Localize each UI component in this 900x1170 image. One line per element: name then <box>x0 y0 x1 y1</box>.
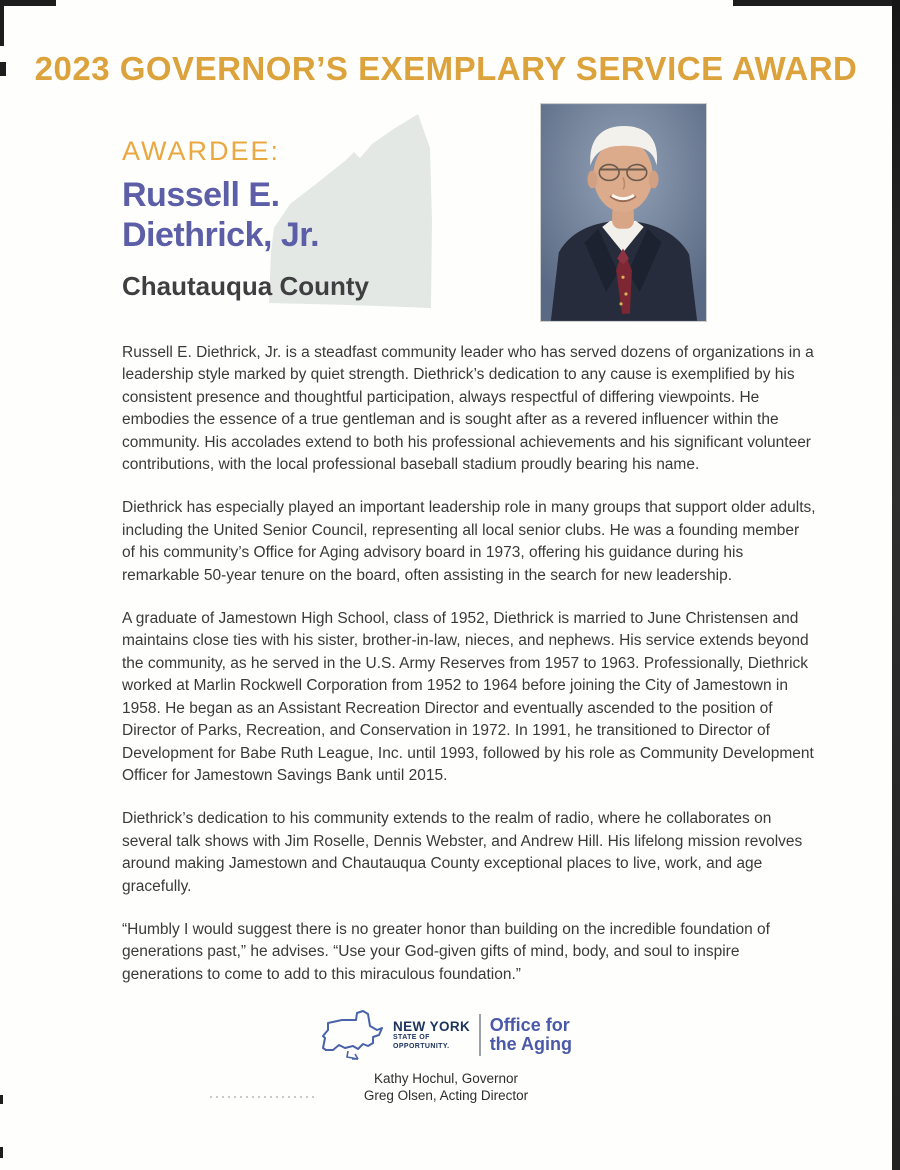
portrait-illustration <box>541 104 706 321</box>
logo-program-line1: Office for <box>489 1014 570 1035</box>
logo-program-line2: the Aging <box>489 1034 573 1054</box>
bio-paragraph-2: Diethrick has especially played an important leadership role in many groups that support older adults, including the United Senior Council, representing all local senior clubs. He was a founding member of his community’s Office for Aging advisory board in 1973, offering his guidance during his remarkable 50-year tenure on the board, often assisting in the search for new leadership. <box>122 499 816 584</box>
awardee-name-line1: Russell E. <box>122 176 280 214</box>
nysofa-logo <box>320 1008 572 1062</box>
logo-newyork-text: NEW YORK <box>392 1019 471 1034</box>
awardee-name <box>122 175 452 255</box>
scan-artifact-left-edge <box>0 4 4 46</box>
bio-paragraph-4: Diethrick’s dedication to his community extends to the realm of radio, where he collaborates on several talk shows with Jim Roselle, Dennis Webster, and Andrew Hill. His lifelong mission revolves around making Jamestown and Chautauqua County exceptional places to live, work, and age gracefully. <box>122 810 803 895</box>
scan-artifact-top-left <box>0 0 56 6</box>
governor-credit: Kathy Hochul, Governor <box>373 1071 519 1086</box>
footer <box>0 1008 892 1104</box>
bio-paragraph-1: Russell E. Diethrick, Jr. is a steadfast community leader who has served dozens of organizations in a leadership style marked by quiet strength. Diethrick’s dedication to any cause is exemplified by his consistent presence and thoughtful participation, always respectful of differing viewpoints. He embodies the essence of a true gentleman and is sought after as a revered influencer within the community. His accolades extend to both his professional achievements and his significant volunteer contributions, with the local professional baseball stadium proudly bearing his name. <box>122 344 814 474</box>
scan-artifact-right-edge <box>892 0 900 1170</box>
scan-artifact-left-edge <box>0 1147 3 1158</box>
logo-stateof-text: STATE OF <box>392 1034 430 1041</box>
director-credit: Greg Olsen, Acting Director <box>363 1088 529 1103</box>
awardee-block <box>122 136 452 302</box>
bio-paragraph-3: A graduate of Jamestown High School, class of 1952, Diethrick is married to June Christensen and maintains close ties with his sister, brother-in-law, nieces, and nephews. His service extends beyond the community, as he served in the U.S. Army Reserves from 1957 to 1963. Professionally, Diethrick worked at Marlin Rockwell Corporation from 1952 to 1964 before joining the City of Jamestown in 1958. He began as an Assistant Recreation Director and eventually ascended to the position of Director of Parks, Recreation, and Conservation in 1972. In 1991, he transitioned to Director of Development for Babe Ruth League, Inc. until 1993, followed by his role as Community Development Officer for Jamestown Savings Bank until 2015. <box>122 610 814 784</box>
awardee-portrait-photo <box>540 103 707 322</box>
biography-text <box>122 342 816 1007</box>
logo-program-name <box>490 1016 572 1055</box>
logo-divider <box>479 1014 481 1056</box>
awardee-county: Chautauqua County <box>122 271 369 301</box>
page-title: 2023 GOVERNOR’S EXEMPLARY SERVICE AWARD <box>34 50 858 87</box>
scan-artifact-top-right <box>733 0 900 6</box>
logo-wordmark <box>393 1019 470 1051</box>
bio-paragraph-5: “Humbly I would suggest there is no greater honor than building on the incredible foundation of generations past,” he advises. “Use your God-given gifts of mind, body, and soul to inspire generations to come to add to this miraculous foundation.” <box>122 920 770 983</box>
new-york-state-outline-icon <box>320 1008 384 1062</box>
logo-opportunity-text: OPPORTUNITY. <box>392 1042 450 1050</box>
awardee-name-line2: Diethrick, Jr. <box>122 216 320 254</box>
awardee-label: AWARDEE: <box>122 136 281 166</box>
